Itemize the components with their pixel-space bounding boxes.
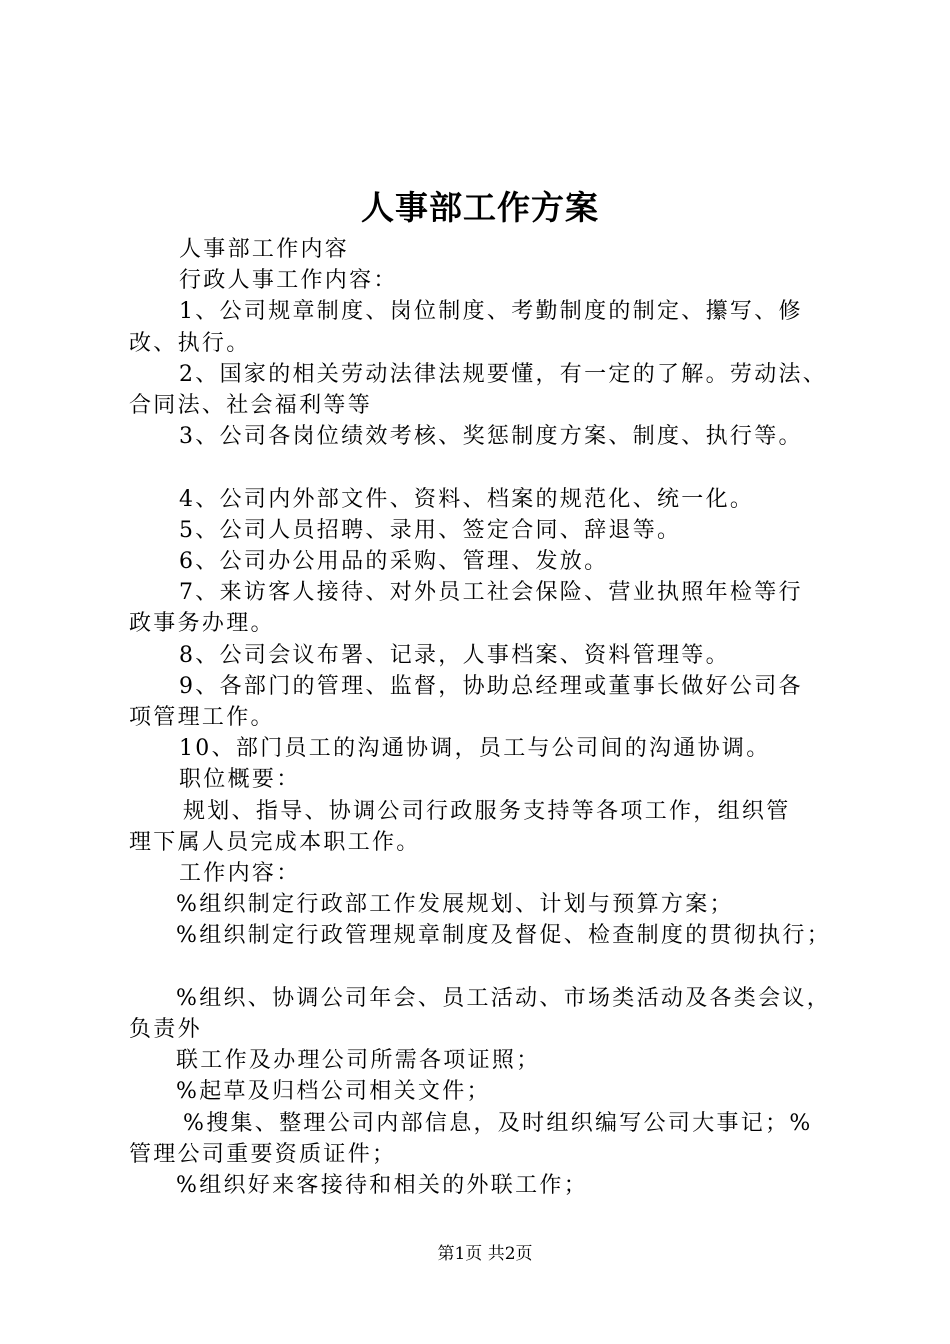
section-heading: 人事部工作内容 (179, 237, 350, 262)
list-item: %组织制定行政管理规章制度及督促、检查制度的贯彻执行； (176, 923, 832, 949)
section-heading: 行政人事工作内容： (179, 268, 398, 294)
section-heading: 工作内容： (179, 861, 301, 887)
list-item: %组织好来客接待和相关的外联工作； (176, 1173, 589, 1199)
list-item: 8、公司会议布署、记录，人事档案、资料管理等。 (179, 642, 730, 668)
paragraph: 规划、指导、协调公司行政服务支持等各项工作，组织管 (183, 798, 791, 824)
paragraph-continuation: 理下属人员完成本职工作。 (129, 829, 421, 855)
document-title: 人事部工作方案 (361, 188, 599, 227)
page-footer: 第1页 共2页 (437, 1244, 533, 1264)
list-item-continuation: 联工作及办理公司所需各项证照； (176, 1048, 541, 1074)
list-item: 6、公司办公用品的采购、管理、发放。 (179, 549, 609, 575)
list-item-continuation: 项管理工作。 (129, 705, 275, 731)
list-item: 1、公司规章制度、岗位制度、考勤制度的制定、攥写、修 (179, 299, 803, 325)
blank-line (129, 452, 849, 483)
list-item: 3、公司各岗位绩效考核、奖惩制度方案、制度、执行等。 (179, 424, 803, 450)
list-item: 9、各部门的管理、监督，协助总经理或董事长做好公司各 (179, 673, 803, 699)
list-item: %组织、协调公司年会、员工活动、市场类活动及各类会议， (176, 985, 832, 1011)
list-item: 2、国家的相关劳动法律法规要懂，有一定的了解。劳动法、 (179, 361, 828, 387)
list-item: 10、部门员工的沟通协调，员工与公司间的沟通协调。 (179, 736, 771, 762)
list-item: 7、来访客人接待、对外员工社会保险、营业执照年检等行 (179, 580, 803, 606)
blank-line (129, 952, 849, 983)
list-item: 5、公司人员招聘、录用、签定合同、辞退等。 (179, 517, 682, 543)
list-item-continuation: 管理公司重要资质证件； (129, 1141, 397, 1167)
list-item-continuation: 负责外 (129, 1017, 202, 1043)
list-item-continuation: 改、执行。 (129, 330, 251, 356)
list-item: %组织制定行政部工作发展规划、计划与预算方案； (176, 892, 734, 918)
list-item-continuation: 政事务办理。 (129, 611, 275, 637)
list-item-continuation: 合同法、社会福利等等 (129, 393, 373, 419)
list-item: %搜集、整理公司内部信息，及时组织编写公司大事记；% (183, 1110, 813, 1136)
section-heading: 职位概要： (179, 767, 301, 793)
list-item: 4、公司内外部文件、资料、档案的规范化、统一化。 (179, 486, 755, 512)
document-body (129, 234, 849, 1201)
list-item: %起草及归档公司相关文件； (176, 1079, 491, 1105)
